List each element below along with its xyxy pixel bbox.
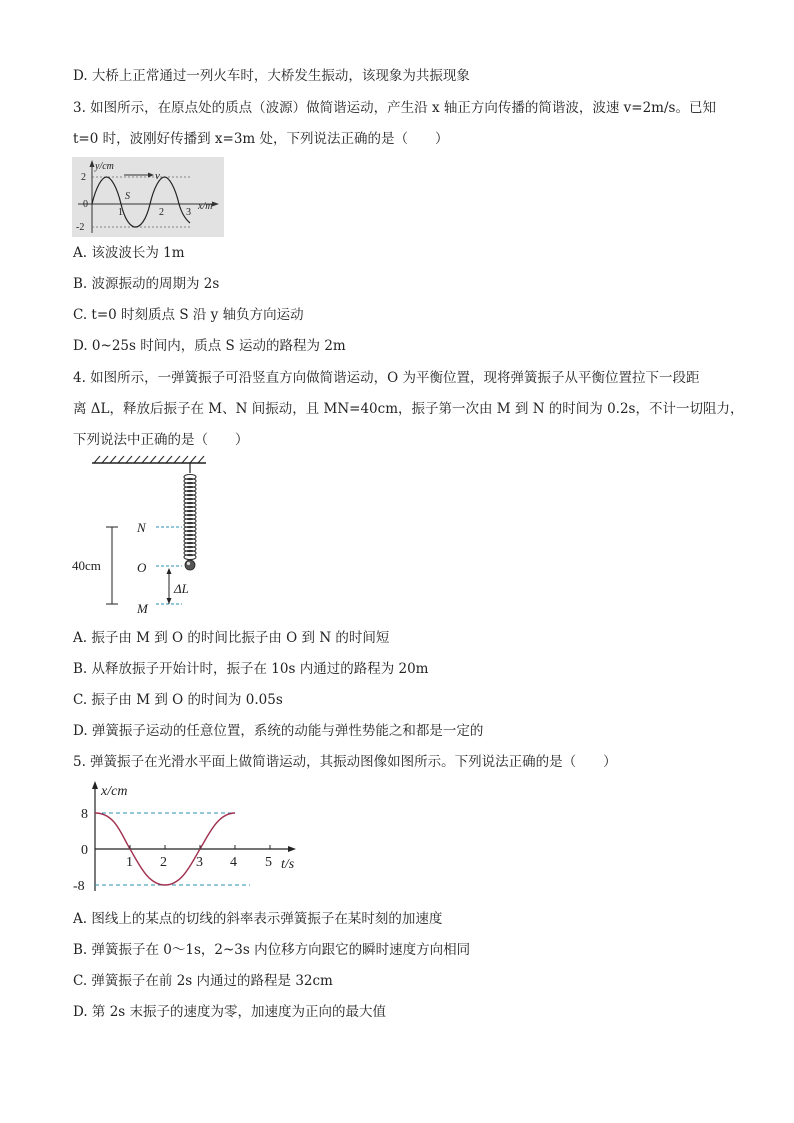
q3-option-a: A. 该波波长为 1m <box>73 245 185 261</box>
q4-option-d: D. 弹簧振子运动的任意位置，系统的动能与弹性势能之和都是一定的 <box>73 723 484 739</box>
q5-option-a: A. 图线上的某点的切线的斜率表示弹簧振子在某时刻的加速度 <box>73 911 443 927</box>
x-axis-label: x/m <box>198 201 213 212</box>
t-axis-arrow-icon <box>288 846 296 852</box>
q5-option-b: B. 弹簧振子在 0～1s，2~3s 内位移方向跟它的瞬时速度方向相同 <box>73 942 471 958</box>
t-tick-2: 2 <box>160 855 167 870</box>
q3-wave-figure <box>72 157 224 237</box>
distance-label: 40cm <box>72 558 101 573</box>
y-tick-8: 8 <box>81 807 88 822</box>
oscillator-ball <box>185 560 195 570</box>
q4-option-a: A. 振子由 M 到 O 的时间比振子由 O 到 N 的时间短 <box>73 630 390 646</box>
q5-option-c: C. 弹簧振子在前 2s 内通过的路程是 32cm <box>73 973 333 989</box>
t-tick-3: 3 <box>196 855 203 870</box>
delta-l-label: ΔL <box>174 581 189 596</box>
y-tick-0: 0 <box>81 843 88 858</box>
t-tick-1: 1 <box>126 855 133 870</box>
label-n: N <box>137 520 146 535</box>
q4-option-c: C. 振子由 M 到 O 的时间为 0.05s <box>73 692 283 708</box>
y-axis-label: y/cm <box>95 161 114 172</box>
delta-arrow-up-icon <box>167 568 172 574</box>
q4-option-b: B. 从释放振子开始计时，振子在 10s 内通过的路程为 20m <box>73 661 429 677</box>
q4-spring-figure <box>70 455 220 620</box>
q4-stem-line2: 离 ΔL，释放后振子在 M、N 间振动，且 MN=40cm，振子第一次由 M 到 N 的时间为 0.2s，不计一切阻力， <box>73 401 744 417</box>
q4-stem-line1: 4. 如图所示，一弹簧振子可沿竖直方向做简谐运动，O 为平衡位置，现将弹簧振子从平衡位置拉下一段距 <box>73 370 700 386</box>
q3-option-d: D. 0~25s 时间内，质点 S 运动的路程为 2m <box>73 338 346 354</box>
y-tick-0: 0 <box>83 199 88 210</box>
spring-coil <box>184 474 196 559</box>
x-tick-1: 1 <box>118 207 123 218</box>
t-tick-5: 5 <box>265 855 272 870</box>
q4-stem-line3: 下列说法中正确的是（ ） <box>73 432 249 448</box>
t-axis-label: t/s <box>281 857 295 872</box>
velocity-label: v <box>155 170 160 182</box>
t-tick-4: 4 <box>230 855 237 870</box>
ball-highlight <box>187 562 190 565</box>
q5-stem: 5. 弹簧振子在光滑水平面上做简谐运动，其振动图像如图所示。下列说法正确的是（ ） <box>73 754 617 770</box>
q3-option-b: B. 波源振动的周期为 2s <box>73 276 220 292</box>
y-tick-neg2: -2 <box>76 222 85 233</box>
q3-option-c: C. t=0 时刻质点 S 沿 y 轴负方向运动 <box>73 307 304 323</box>
y-tick-neg8: -8 <box>73 879 85 894</box>
ceiling-hatch <box>94 456 204 463</box>
q2-option-d: D. 大桥上正常通过一列火车时，大桥发生振动，该现象为共振现象 <box>73 68 470 84</box>
q5-oscillation-graph <box>72 778 312 898</box>
y-tick-2: 2 <box>81 172 86 183</box>
q5-option-d: D. 第 2s 末振子的速度为零，加速度为正向的最大值 <box>73 1004 387 1020</box>
x-tick-2: 2 <box>159 207 164 218</box>
q3-stem-line1: 3. 如图所示，在原点处的质点（波源）做简谐运动，产生沿 x 轴正方向传播的简谐波，波速 v=2m/s。已知 <box>73 100 716 116</box>
label-o: O <box>137 560 147 575</box>
point-s-label: S <box>125 191 130 202</box>
x-tick-3: 3 <box>186 207 191 218</box>
q3-stem-line2: t=0 时，波刚好传播到 x=3m 处，下列说法正确的是（ ） <box>73 131 449 147</box>
y-axis-label: x/cm <box>101 784 128 799</box>
y-axis-arrow-icon <box>92 781 98 789</box>
delta-arrow-down-icon <box>167 598 172 604</box>
label-m: M <box>137 601 148 616</box>
